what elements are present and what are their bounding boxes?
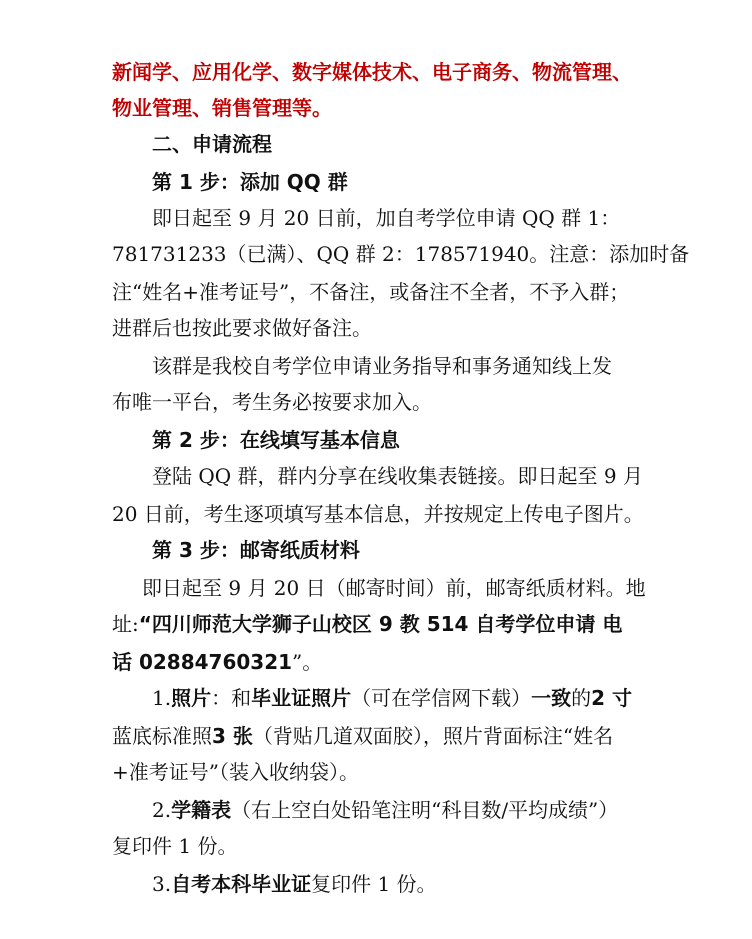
address-prefix: 址: [112,612,139,636]
step1-p1-line-3: 注“姓名+准考证号”，不备注，或备注不全者，不予入群； [112,280,630,304]
item2-text: （右上空白处铅笔注明“科目数/平均成绩”） [231,798,619,822]
item2-line-2: 复印件 1 份。 [112,834,238,858]
item1-line-2 [112,722,613,750]
step3-p1-line-3 [112,648,322,676]
step1-p1-line-4: 进群后也按此要求做好备注。 [112,316,372,340]
item1-line2-text-2: （背贴几道双面胶），照片背面标注“姓名 [252,724,614,748]
item1-text-3: 的 [571,686,592,710]
step3-p1-line-1: 即日起至 9 月 20 日（邮寄时间）前，邮寄纸质材料。地 [142,576,646,600]
step1-p1-line-1: 即日起至 9 月 20 日前，加自考学位申请 QQ 群 1： [152,206,621,230]
step2-heading: 第 2 步：在线填写基本信息 [152,428,400,452]
item1-text-2: （可在学信网下载） [351,686,532,710]
step3-heading: 第 3 步：邮寄纸质材料 [152,538,360,562]
item1-line-1 [152,684,632,712]
item1-line2-text-1: 蓝底标准照 [112,724,212,748]
step1-p1-line-2: 781731233（已满）、QQ 群 2：178571940。注意：添加时备 [112,242,690,266]
item3-text: 复印件 1 份。 [311,872,437,896]
phone-text: 话 02884760321 [112,650,293,674]
intro-line-2: 物业管理、销售管理等。 [112,96,332,120]
phone-tail: ”。 [292,650,323,674]
item2-number: 2. [152,798,172,822]
step3-p1-line-2 [112,610,622,638]
item1-number: 1. [152,686,172,710]
item3-number: 3. [152,872,172,896]
item1-size: 2 寸 [591,686,632,710]
item2-label: 学籍表 [171,798,232,822]
item3-label: 自考本科毕业证 [171,872,312,896]
address-text: “四川师范大学狮子山校区 9 教 514 自考学位申请 电 [138,612,623,636]
item1-count: 3 张 [212,724,253,748]
intro-line-1: 新闻学、应用化学、数字媒体技术、电子商务、物流管理、 [112,60,632,84]
item3-line-1 [152,870,437,898]
item1-photo-label: 照片 [171,686,212,710]
item1-consistent: 一致 [531,686,572,710]
step2-p1-line-2: 20 日前，考生逐项填写基本信息，并按规定上传电子图片。 [112,502,644,526]
item1-diploma-photo: 毕业证照片 [251,686,352,710]
item2-line-1 [152,796,618,824]
section-heading: 二、申请流程 [152,132,272,156]
step1-heading: 第 1 步：添加 QQ 群 [152,170,348,194]
step2-p1-line-1: 登陆 QQ 群，群内分享在线收集表链接。即日起至 9 月 [152,464,643,488]
item1-line-3: +准考证号”（装入收纳袋）。 [112,760,359,784]
item1-text-1: ：和 [211,686,252,710]
step1-p2-line-1: 该群是我校自考学位申请业务指导和事务通知线上发 [152,354,612,378]
step1-p2-line-2: 布唯一平台，考生务必按要求加入。 [112,390,432,414]
